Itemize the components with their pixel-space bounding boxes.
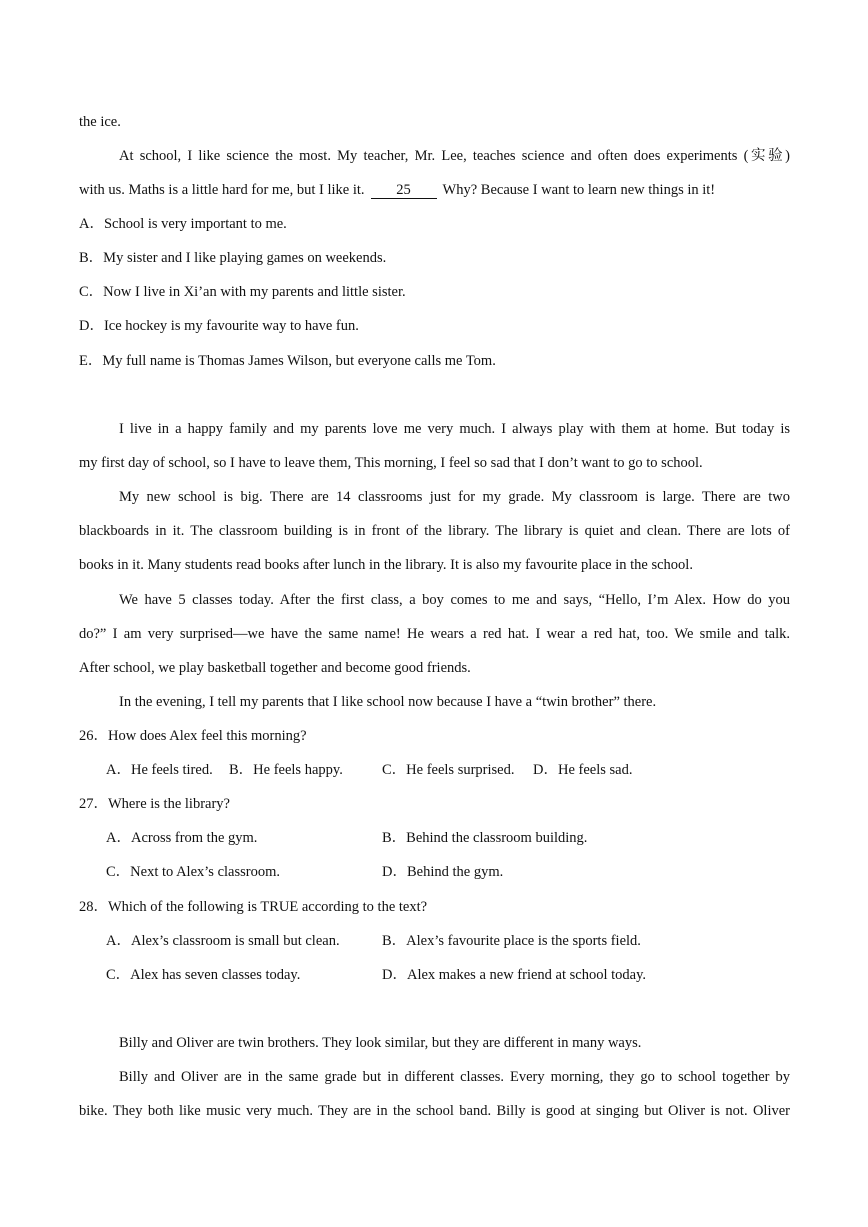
q26-option-c: C．He feels surprised.	[382, 762, 515, 778]
paragraph-line: books in it. Many students read books after lunch in the library. It is also my favourite place in the school.	[79, 557, 693, 573]
answer-blank-25: 25	[371, 183, 437, 199]
paragraph-line: We have 5 classes today. After the first class, a boy comes to me and says, “Hello, I’m Alex. How do you	[119, 592, 790, 608]
q27-option-c: C．Next to Alex’s classroom.	[106, 864, 280, 880]
paragraph-line-with-blank	[79, 180, 790, 200]
option-e: E．My full name is Thomas James Wilson, but everyone calls me Tom.	[79, 353, 496, 369]
question-27-stem: 27．Where is the library?	[79, 796, 230, 812]
q28-option-d: D．Alex makes a new friend at school today.	[382, 967, 647, 983]
q27-option-b: B．Behind the classroom building.	[382, 830, 588, 846]
option-c: C．Now I live in Xi’an with my parents and little sister.	[79, 284, 406, 300]
q26-option-d: D．He feels sad.	[533, 762, 633, 778]
paragraph-line: I live in a happy family and my parents love me very much. I always play with them at home. But today is	[119, 421, 790, 437]
paragraph-line: My new school is big. There are 14 classrooms just for my grade. My classroom is large. There are two	[119, 489, 790, 505]
q28-option-a: A．Alex’s classroom is small but clean.	[106, 933, 340, 949]
q26-option-b: B．He feels happy.	[229, 762, 343, 778]
paragraph-line: At school, I like science the most. My teacher, Mr. Lee, teaches science and often does experiments (实验)	[119, 148, 790, 164]
q27-option-d: D．Behind the gym.	[382, 864, 504, 880]
paragraph-text: Why? Because I want to learn new things in it!	[442, 182, 716, 198]
paragraph-line: In the evening, I tell my parents that I like school now because I have a “twin brother” there.	[119, 694, 657, 710]
option-d: D．Ice hockey is my favourite way to have fun.	[79, 318, 359, 334]
paragraph-line: After school, we play basketball together and become good friends.	[79, 660, 471, 676]
q28-option-b: B．Alex’s favourite place is the sports field.	[382, 933, 641, 949]
paragraph-line: do?” I am very surprised—we have the same name! He wears a red hat. I wear a red hat, too. We smile and talk.	[79, 626, 790, 642]
paragraph-line: bike. They both like music very much. They are in the school band. Billy is good at singing but Oliver is not. Oliver	[79, 1103, 790, 1119]
paragraph-text: with us. Maths is a little hard for me, but I like it.	[79, 182, 365, 198]
question-26-stem: 26．How does Alex feel this morning?	[79, 728, 307, 744]
paragraph-line: Billy and Oliver are twin brothers. They look similar, but they are different in many ways.	[119, 1035, 642, 1051]
paragraph-tail: the ice.	[79, 114, 121, 130]
paragraph-line: Billy and Oliver are in the same grade but in different classes. Every morning, they go to school together by	[119, 1069, 790, 1085]
question-28-stem: 28．Which of the following is TRUE according to the text?	[79, 899, 428, 915]
option-b: B．My sister and I like playing games on weekends.	[79, 250, 387, 266]
option-a: A．School is very important to me.	[79, 216, 287, 232]
paragraph-line: blackboards in it. The classroom building is in front of the library. The library is quiet and clean. There are lots of	[79, 523, 790, 539]
q28-option-c: C．Alex has seven classes today.	[106, 967, 301, 983]
paragraph-line: my first day of school, so I have to leave them, This morning, I feel so sad that I don’t want to go to school.	[79, 455, 703, 471]
q27-option-a: A．Across from the gym.	[106, 830, 258, 846]
q26-option-a: A．He feels tired.	[106, 762, 213, 778]
